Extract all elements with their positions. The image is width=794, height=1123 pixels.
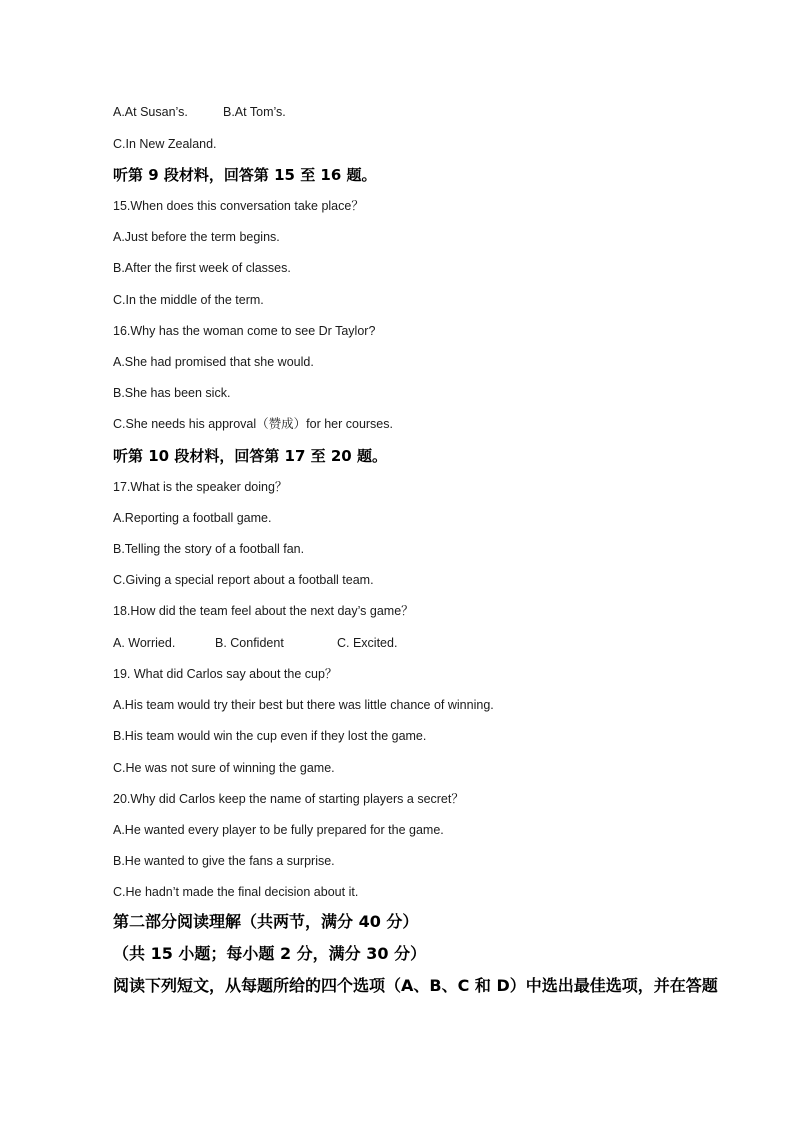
q16-option-b: B.She has been sick. — [113, 386, 231, 400]
q16-option-c: C.She needs his approval（赞成）for her courses. — [113, 417, 393, 431]
q20-option-b: B.He wanted to give the fans a surprise. — [113, 854, 335, 868]
q19-option-a: A.His team would try their best but there was little chance of winning. — [113, 698, 494, 712]
q18-options-row — [113, 635, 397, 651]
q15-option-b: B.After the first week of classes. — [113, 261, 291, 275]
q19-option-c: C.He was not sure of winning the game. — [113, 761, 335, 775]
question-15: 15.When does this conversation take place？ — [113, 199, 364, 213]
q17-option-a: A.Reporting a football game. — [113, 511, 272, 525]
question-16: 16.Why has the woman come to see Dr Taylor? — [113, 324, 376, 338]
q14-option-b: B.At Tom’s. — [223, 105, 286, 119]
q16-option-a: A.She had promised that she would. — [113, 355, 314, 369]
question-18: 18.How did the team feel about the next day’s game？ — [113, 604, 414, 618]
q14-options-row — [113, 104, 286, 120]
part2-subheading: （共 15 小题；每小题 2 分，满分 30 分） — [113, 944, 427, 963]
q18-option-c: C. Excited. — [337, 636, 398, 650]
question-17: 17.What is the speaker doing？ — [113, 480, 288, 494]
q17-option-b: B.Telling the story of a football fan. — [113, 542, 305, 556]
section-heading-part10: 听第 10 段材料，回答第 17 至 20 题。 — [113, 447, 387, 465]
q15-option-a: A.Just before the term begins. — [113, 230, 280, 244]
reading-instructions: 阅读下列短文，从每题所给的四个选项（A、B、C 和 D）中选出最佳选项，并在答题 — [113, 976, 718, 995]
q18-option-a: A. Worried. — [113, 636, 176, 650]
q14-option-c: C.In New Zealand. — [113, 137, 217, 151]
part2-heading: 第二部分阅读理解（共两节，满分 40 分） — [113, 912, 419, 931]
section-heading-part9: 听第 9 段材料，回答第 15 至 16 题。 — [113, 166, 377, 184]
q18-option-b: B. Confident — [215, 636, 284, 650]
question-19: 19. What did Carlos say about the cup？ — [113, 667, 338, 681]
q14-option-a: A.At Susan’s. — [113, 105, 188, 119]
q20-option-a: A.He wanted every player to be fully prepared for the game. — [113, 823, 444, 837]
q20-option-c: C.He hadn’t made the final decision about it. — [113, 885, 359, 899]
q15-option-c: C.In the middle of the term. — [113, 293, 264, 307]
q19-option-b: B.His team would win the cup even if they lost the game. — [113, 729, 427, 743]
question-20: 20.Why did Carlos keep the name of starting players a secret？ — [113, 792, 464, 806]
q17-option-c: C.Giving a special report about a football team. — [113, 573, 374, 587]
